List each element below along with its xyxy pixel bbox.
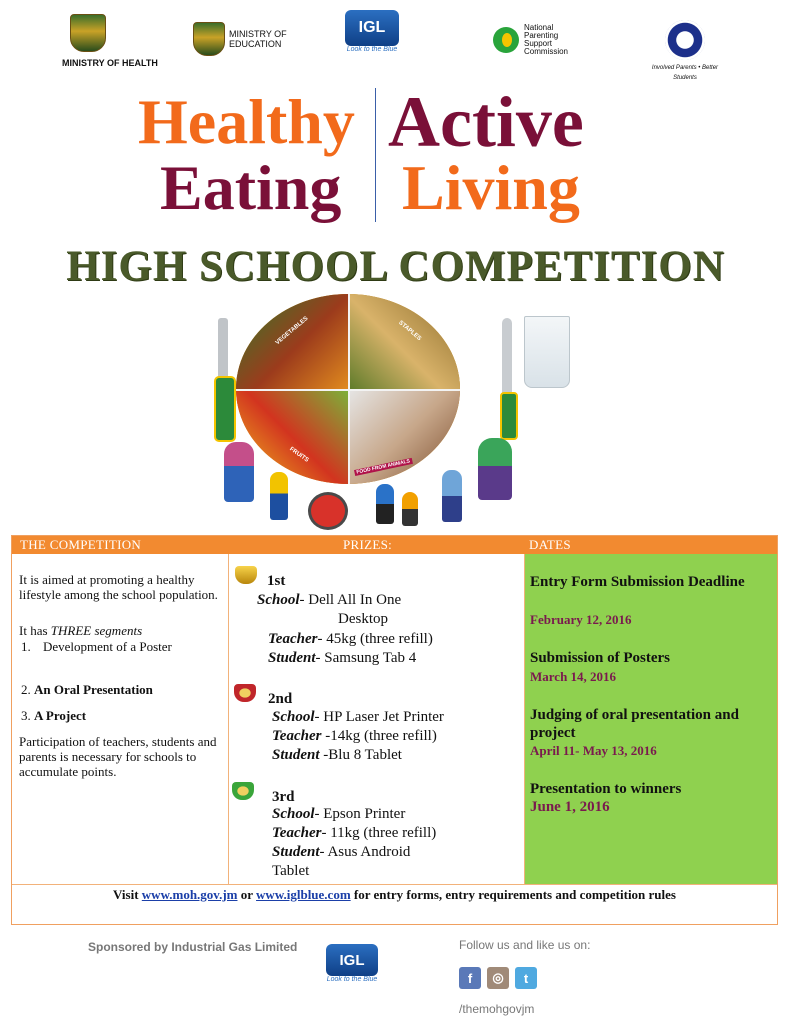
prize-value: -14kg (three refill)	[321, 728, 437, 744]
coat-of-arms-icon	[193, 22, 225, 56]
title-eating: Eating	[160, 152, 342, 223]
water-glass-icon	[524, 316, 570, 388]
coat-of-arms-icon	[70, 14, 106, 52]
instagram-icon[interactable]: ◎	[487, 967, 509, 989]
npsc-line1: National	[524, 23, 554, 32]
title-living: Living	[402, 152, 580, 223]
prize-first-school-cont: Desktop	[338, 611, 388, 627]
ncpta-tagline: Involved Parents • Better Students	[651, 65, 719, 81]
food-plate	[236, 294, 460, 484]
segment-num-3: 3.	[21, 708, 31, 723]
prize-value: - 45kg (three refill)	[317, 631, 433, 647]
basketball-player-icon	[376, 484, 394, 524]
segment-item-3	[21, 708, 226, 723]
prize-first-school	[257, 591, 401, 610]
visit-websites-line	[12, 886, 777, 903]
knife-icon	[502, 318, 512, 398]
header-the-competition: THE COMPETITION	[20, 537, 142, 552]
footer-divider	[12, 884, 777, 885]
igl-tagline: Look to the Blue	[346, 46, 398, 53]
food-plate-illustration	[206, 292, 576, 530]
prize-second-teacher	[272, 727, 437, 746]
segment-num-1: 1.	[21, 639, 31, 654]
knife-handle-icon	[500, 392, 518, 440]
npsc-emblem-icon	[493, 27, 519, 53]
follow-us-text: Follow us and like us on:	[459, 938, 591, 952]
date-entry-form-value: February 12, 2016	[530, 612, 632, 627]
plate-label-fruits: FRUITS	[288, 446, 310, 464]
basketball-player-2-icon	[402, 492, 418, 526]
moh-website-link[interactable]: www.moh.gov.jm	[141, 887, 238, 902]
igl-logo	[345, 10, 399, 53]
role-school: School	[272, 806, 315, 822]
title-active: Active	[388, 82, 584, 162]
date-presentation-title: Presentation to winners	[530, 781, 682, 797]
wheelchair-athlete-icon	[308, 492, 348, 530]
social-icons	[459, 967, 537, 989]
prize-third-teacher	[272, 824, 436, 843]
visit-or: or	[237, 887, 257, 902]
prize-second-student	[272, 746, 402, 765]
role-school: School	[272, 709, 315, 725]
date-presentation-value: June 1, 2016	[530, 799, 610, 815]
ministry-of-health-label: MINISTRY OF HEALTH	[62, 58, 158, 68]
igl-sponsor-tagline: Look to the Blue	[326, 976, 378, 983]
prize-first-teacher	[268, 630, 433, 649]
prize-value: - Samsung Tab 4	[315, 650, 417, 666]
title-healthy: Healthy	[138, 86, 355, 157]
prize-value: - Epson Printer	[314, 806, 406, 822]
prize-first-student	[268, 649, 416, 668]
high-school-competition-banner: HIGH SCHOOL COMPETITION	[66, 243, 725, 290]
role-teacher: Teacher	[272, 825, 322, 841]
prize-third-student	[272, 843, 410, 862]
segment-text-2: An Oral Presentation	[34, 682, 153, 697]
competition-participation: Participation of teachers, students and parents is necessary for schools to accumulate points.	[19, 734, 217, 779]
date-entry-form-title: Entry Form Submission Deadline	[530, 574, 745, 590]
title-divider	[375, 88, 376, 222]
segment-text-3: A Project	[34, 708, 87, 723]
segments-word: THREE segments	[50, 623, 143, 638]
person-running-icon	[270, 472, 288, 520]
staples-section	[348, 294, 460, 389]
plate-label-staples: STAPLES	[397, 319, 422, 343]
npsc-line2: Parenting	[524, 31, 559, 40]
column-divider-1	[228, 554, 229, 884]
competition-segments	[19, 623, 224, 638]
ncpta-emblem-icon	[665, 20, 705, 60]
ministry-of-health-logo	[70, 14, 106, 52]
red-trophy-icon	[234, 684, 256, 702]
competition-intro: It is aimed at promoting a healthy lifestyle among the school population.	[19, 572, 218, 602]
role-teacher: Teacher	[268, 631, 318, 647]
plate-label-food-from-animals: FOOD FROM ANIMALS	[355, 458, 411, 476]
date-posters-value: March 14, 2016	[530, 669, 617, 684]
prize-second-place: 2nd	[268, 691, 293, 707]
competition-info-table	[11, 535, 778, 925]
prize-value: - Asus Android	[319, 844, 411, 860]
plate-divider-h	[236, 389, 460, 391]
date-judging-value: April 11- May 13, 2016	[530, 743, 657, 758]
segment-item-2	[21, 682, 226, 697]
role-teacher: Teacher	[272, 728, 322, 744]
prize-third-place: 3rd	[272, 789, 295, 805]
header-dates: DATES	[529, 537, 571, 552]
green-trophy-icon	[232, 782, 254, 800]
igl-sponsor-logo	[326, 944, 378, 983]
person-walking-icon	[442, 470, 462, 522]
moe-label-line1: MINISTRY OF	[229, 29, 287, 39]
role-student: Student	[272, 747, 320, 763]
moe-label-line2: EDUCATION	[229, 39, 282, 49]
segment-item-1	[21, 639, 221, 654]
gold-trophy-icon	[235, 566, 257, 584]
segment-num-2: 2.	[21, 682, 31, 697]
igl-badge: IGL	[345, 10, 399, 46]
plate-label-vegetables: VEGETABLES	[274, 315, 310, 347]
visit-prefix: Visit	[113, 887, 142, 902]
segment-text-1: Development of a Poster	[43, 639, 172, 654]
prize-value: - Dell All In One	[299, 592, 402, 608]
sponsor-text: Sponsored by Industrial Gas Limited	[88, 940, 298, 954]
prize-first-place: 1st	[267, 573, 286, 589]
fork-handle-icon	[214, 376, 236, 442]
visit-rest: for entry forms, entry requirements and competition rules	[350, 887, 676, 902]
iglblue-website-link[interactable]: www.iglblue.com	[256, 887, 351, 902]
role-student: Student	[268, 650, 316, 666]
social-handle: /themohgovjm	[459, 1002, 535, 1016]
header-prizes: PRIZES:	[343, 537, 393, 552]
prize-value: -Blu 8 Tablet	[319, 747, 402, 763]
npsc-logo	[493, 24, 568, 56]
facebook-icon[interactable]: f	[459, 967, 481, 989]
prize-second-school	[272, 708, 444, 727]
igl-sponsor-badge: IGL	[326, 944, 378, 976]
role-student: Student	[272, 844, 320, 860]
ministry-of-education-logo	[193, 22, 287, 56]
ncpta-logo	[640, 20, 730, 83]
npsc-line4: Commission	[524, 47, 569, 56]
prize-third-student-cont: Tablet	[272, 863, 310, 879]
family-walking-icon	[478, 438, 512, 500]
npsc-line3: Support	[524, 39, 553, 48]
role-school: School	[257, 592, 300, 608]
date-posters-title: Submission of Posters	[530, 650, 671, 666]
date-judging-title: Judging of oral presentation and project	[530, 707, 739, 741]
person-sweeping-icon	[224, 442, 254, 502]
vegetables-section	[236, 294, 348, 389]
prize-value: - HP Laser Jet Printer	[314, 709, 444, 725]
column-divider-2	[524, 554, 525, 884]
segments-prefix: It has	[19, 623, 51, 638]
prize-value: - 11kg (three refill)	[321, 825, 437, 841]
twitter-icon[interactable]: t	[515, 967, 537, 989]
prize-third-school	[272, 805, 405, 824]
table-header-row	[12, 536, 777, 554]
